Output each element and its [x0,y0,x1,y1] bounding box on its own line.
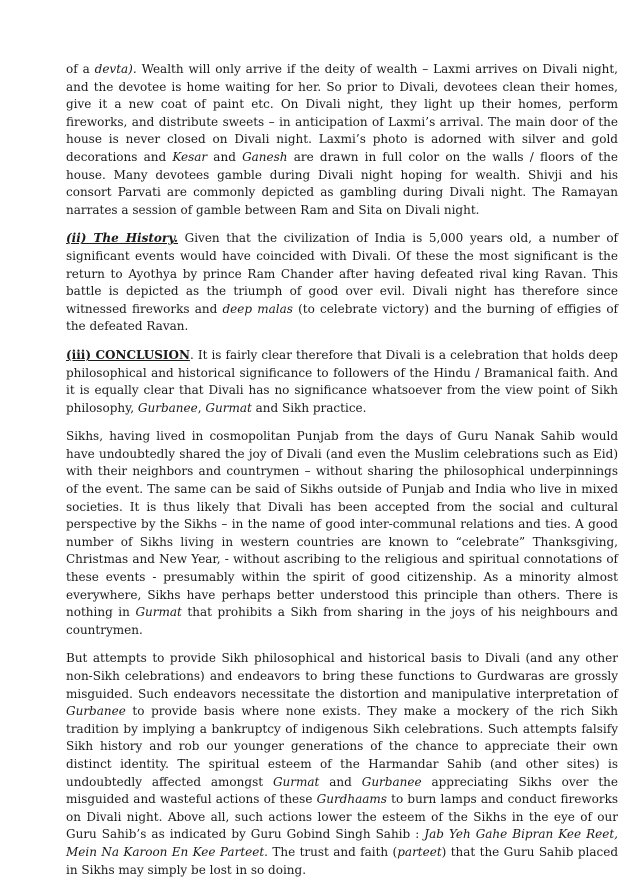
text-run: The trust and faith ( [267,844,398,859]
text-run: . It is fairly clear therefore that Divali is a celebration that holds deep philosophical and historical significance to followers of the Hindu / Bramanical faith. And it is equally clear that Divali has no significance whatsoever from the view point of Sikh philosophy, [66,347,618,415]
paragraph-history [66,230,618,336]
italic-term: Gurbanee [137,400,198,415]
italic-term: Kesar [172,149,208,164]
text-run: and [319,774,362,789]
text-run: that prohibits a Sikh from sharing in the joys of his neighbours and countrymen. [66,605,618,637]
text-run: Sikhs, having lived in cosmopolitan Punjab from the days of Guru Nanak Sahib would have undoubtedly shared the joy of Divali (and even the Muslim celebrations such as Eid) with their neighbors and countrymen – without sharing the philosophical underpinnings of the event. The same can be said of Sikhs outside of Punjab and India who live in mixed societies. It is thus likely that Divali has been accepted from the social and cultural perspective by the Sikhs – in the name of good inter-communal relations and ties. A good number of Sikhs living in western countries are known to “celebrate” Thanksgiving, Christmas and New Year, - without ascribing to the religious and spiritual connotations of these events - presumably within the spirit of good citizenship. As a minority almost everywhere, Sikhs have perhaps better understood this principle than others. There is nothing in [66,429,618,620]
section-heading: (iii) CONCLUSION [66,347,190,362]
italic-term: Jab Yeh Gahe Bipran Kee Reet, Mein Na Karoon En Kee Parteet. [66,827,618,859]
italic-term: devta). [94,62,137,76]
text-run: and [207,149,243,164]
text-run: to burn lamps and conduct fireworks on Divali night. Above all, such actions lower the esteem of the Sikhs in the eye of our Guru Sahib’s as indicated by Guru Gobind Singh Sahib : [66,792,618,842]
italic-term: parteet [397,844,442,859]
paragraph-misguided-attempts [66,650,618,879]
text-run: Given that the civilization of India is 5,000 years old, a number of significant events would have coincided with Divali. Of these the most significant is the return to Ayothya by prince Ram Chander after having defeated rival king Ravan. This battle is depicted as the triumph of good over evil. Divali night has therefore since witnessed fireworks and [66,231,618,316]
text-run: But attempts to provide Sikh philosophical and historical basis to Divali (and any other non-Sikh celebrations) and endeavors to bring these functions to Gurdwaras are grossly misguided. Such endeavors necessitate the distortion and manipulative interpretation of [66,651,618,701]
text-run: ) that the Guru Sahib placed in Sikhs may simply be lost in so doing. [66,844,619,877]
italic-term: Gurbanee [66,704,126,719]
text-run: and Sikh practice. [251,400,367,415]
italic-term: deep malas [222,301,293,316]
paragraph-laxmi-worship [66,61,618,219]
italic-term: Gurmat [272,774,320,789]
italic-term: Gurdhaams [316,792,387,807]
italic-term: Gurbanee [361,774,422,789]
text-run: to provide basis where none exists. They make a mockery of the rich Sikh tradition by implying a bankruptcy of indigenous Sikh celebrations. Such attempts falsify Sikh history and rob our younger generations of the chance to appreciate their own distinct identity. The spiritual esteem of the Harmandar Sahib (and other sites) is undoubtedly affected amongst [66,704,618,789]
paragraph-sikh-social-sharing [66,428,618,639]
italic-term: (ii) The History. [66,231,179,246]
italic-term: Gurmat [135,605,182,620]
text-run: are drawn in full color on the walls / floors of the house. Many devotees gamble during Divali night hoping for wealth. Shivji and his consort Parvati are commonly depicted as gambling during Divali night. The Ramayan narrates a session of gamble between Ram and Sita on Divali night. [66,149,618,217]
text-run: of a [66,62,95,76]
paragraph-conclusion [66,347,618,417]
italic-term: Ganesh [242,149,288,164]
text-run: Wealth will only arrive if the deity of wealth – Laxmi arrives on Divali night, and the devotee is home waiting for her. So prior to Divali, devotees clean their homes, give it a new coat of paint etc. On Divali night, they light up their homes, perform fireworks, and distribute sweets – in anticipation of Laxmi’s arrival. The main door of the house is never closed on Divali night. Laxmi’s photo is adorned with silver and gold decorations and [66,62,618,164]
text-run: (to celebrate victory) and the burning of effigies of the defeated Ravan. [66,301,618,334]
document-body [66,61,618,890]
italic-term: Gurmat [205,400,252,415]
text-run: appreciating Sikhs over the misguided and wasteful actions of these [66,774,619,807]
text-run: , [197,400,206,415]
